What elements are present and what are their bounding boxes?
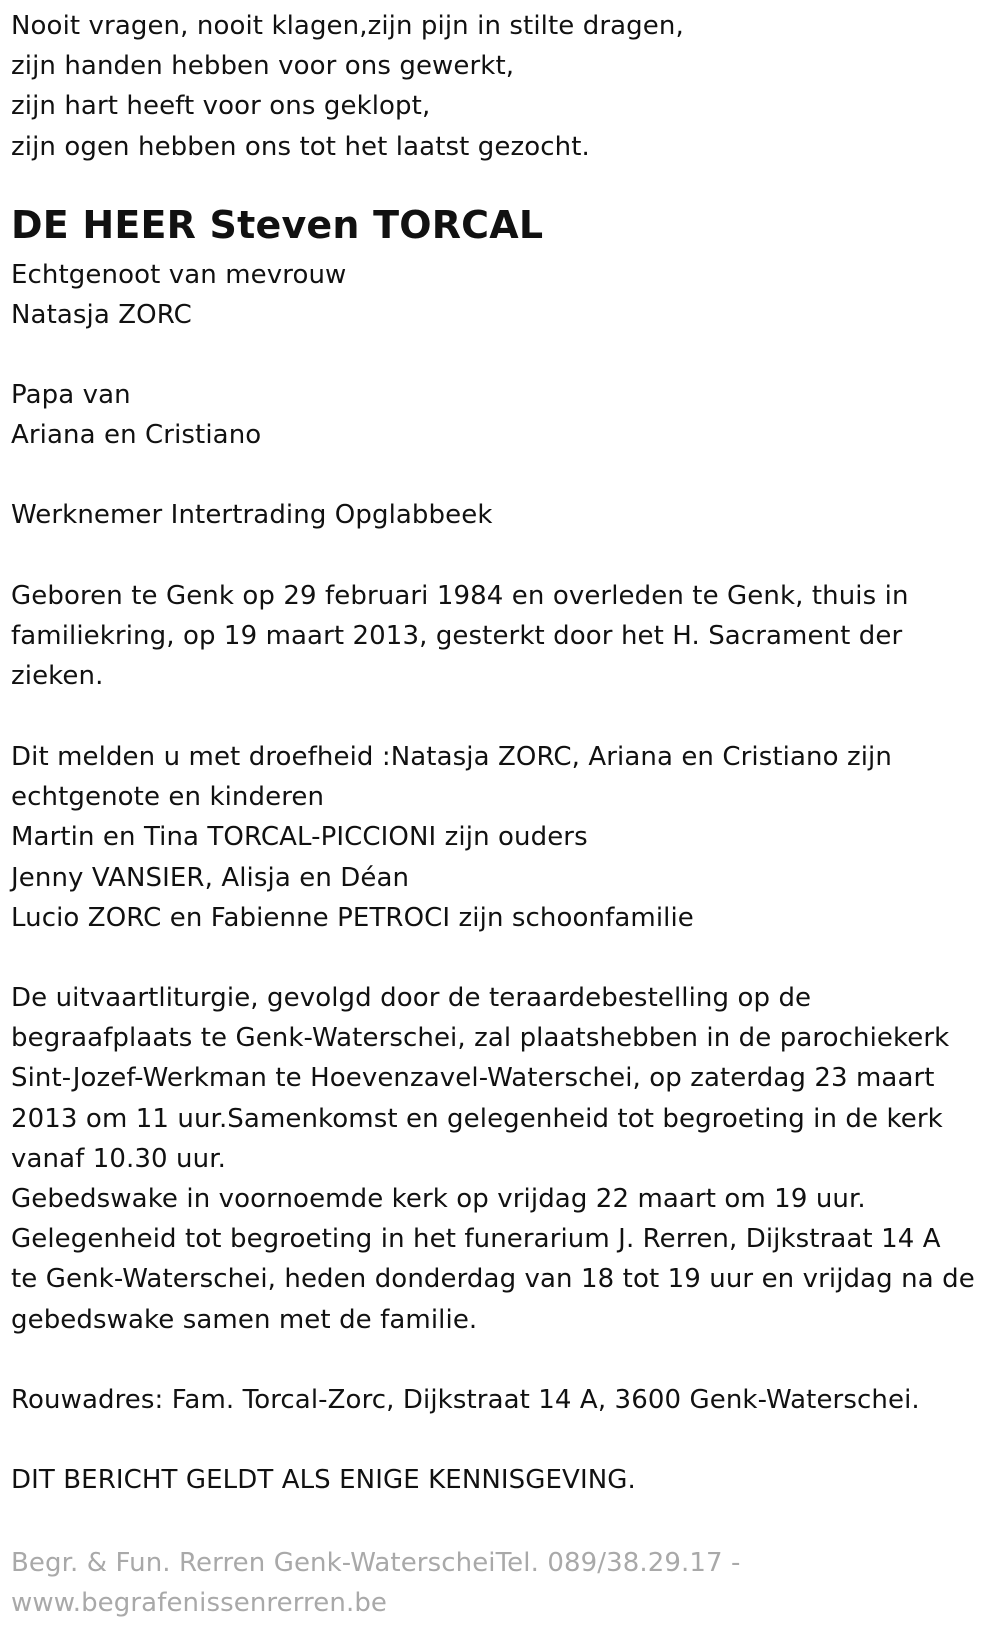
notice-text: DIT BERICHT GELDT ALS ENIGE KENNISGEVING. bbox=[11, 1465, 636, 1495]
poem-line: zijn ogen hebben ons tot het laatst gezocht. bbox=[11, 131, 590, 162]
family-line: Jenny VANSIER, Alisja en Déan bbox=[11, 862, 410, 893]
funeral-line: Sint-Jozef-Werkman te Hoevenzavel-Waterschei, op zaterdag 23 maart bbox=[11, 1063, 935, 1094]
family-line: Lucio ZORC en Fabienne PETROCI zijn schoonfamilie bbox=[11, 902, 694, 933]
family-line: Martin en Tina TORCAL-PICCIONI zijn ouders bbox=[11, 822, 588, 853]
funeral-line: begraafplaats te Genk-Waterschei, zal plaatshebben in de parochiekerk bbox=[11, 1023, 950, 1054]
poem-line: zijn hart heeft voor ons geklopt, bbox=[11, 91, 431, 122]
funeral-line: Gelegenheid tot begroeting in het funerarium J. Rerren, Dijkstraat 14 A bbox=[11, 1224, 941, 1255]
poem-line: zijn handen hebben voor ons gewerkt, bbox=[11, 51, 515, 82]
funeral-line: gebedswake samen met de familie. bbox=[11, 1304, 478, 1335]
poem-line: Nooit vragen, nooit klagen,zijn pijn in stilte dragen, bbox=[11, 11, 684, 41]
birth-death-block bbox=[11, 576, 909, 697]
poem-verse bbox=[11, 6, 684, 167]
footer bbox=[11, 1543, 741, 1623]
children-relation: Papa van bbox=[11, 380, 131, 410]
employment-text: Werknemer Intertrading Opglabbeek bbox=[11, 500, 493, 530]
footer-funeral-home: Begr. & Fun. Rerren Genk-WaterscheiTel. 089/38.29.17 - bbox=[11, 1548, 741, 1578]
family-block bbox=[11, 737, 892, 938]
family-line: Dit melden u met droefheid :Natasja ZORC, Ariana en Cristiano zijn bbox=[11, 742, 892, 772]
children-names: Ariana en Cristiano bbox=[11, 420, 262, 451]
birth-death-line: familiekring, op 19 maart 2013, gesterkt door het H. Sacrament der bbox=[11, 621, 903, 652]
funeral-line: 2013 om 11 uur.Samenkomst en gelegenheid tot begroeting in de kerk bbox=[11, 1103, 943, 1134]
spouse-relation: Echtgenoot van mevrouw bbox=[11, 260, 347, 290]
notice-block bbox=[11, 1460, 636, 1500]
employment-block bbox=[11, 495, 492, 535]
funeral-line: vanaf 10.30 uur. bbox=[11, 1143, 226, 1174]
mourning-address-block bbox=[11, 1380, 920, 1420]
deceased-name: DE HEER Steven TORCAL bbox=[11, 203, 544, 247]
funeral-line: Gebedswake in voornoemde kerk op vrijdag 22 maart om 19 uur. bbox=[11, 1184, 866, 1215]
funeral-line: te Genk-Waterschei, heden donderdag van 18 tot 19 uur en vrijdag na de bbox=[11, 1264, 975, 1295]
spouse-name: Natasja ZORC bbox=[11, 300, 192, 331]
birth-death-line: Geboren te Genk op 29 februari 1984 en overleden te Genk, thuis in bbox=[11, 581, 909, 611]
funeral-line: De uitvaartliturgie, gevolgd door de teraardebestelling op de bbox=[11, 983, 812, 1013]
children-block bbox=[11, 375, 261, 455]
footer-website-link[interactable]: www.begrafenissenrerren.be bbox=[11, 1588, 388, 1618]
mourning-address: Rouwadres: Fam. Torcal-Zorc, Dijkstraat 14 A, 3600 Genk-Waterschei. bbox=[11, 1385, 920, 1415]
funeral-block bbox=[11, 978, 975, 1340]
family-line: echtgenote en kinderen bbox=[11, 782, 325, 813]
spouse-block bbox=[11, 255, 346, 335]
birth-death-line: zieken. bbox=[11, 661, 104, 692]
